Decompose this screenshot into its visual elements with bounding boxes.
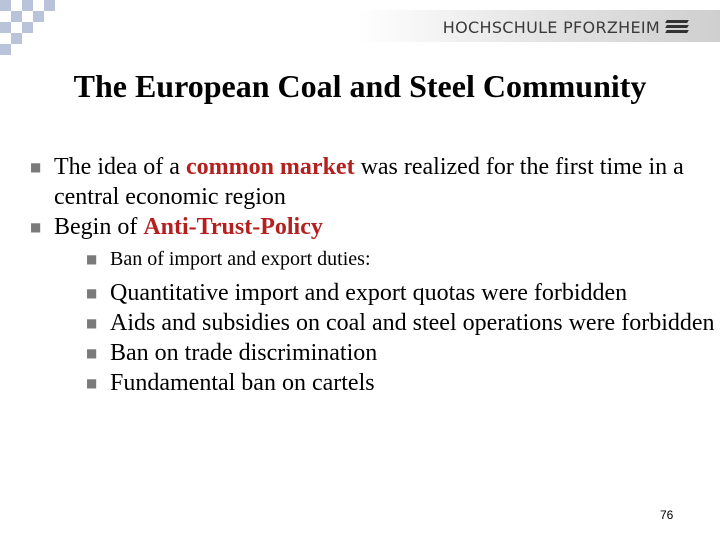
sub-bullet-item bbox=[84, 308, 720, 338]
university-logo bbox=[443, 17, 688, 37]
sub-bullet-item bbox=[84, 368, 720, 398]
square-bullet-icon: ■ bbox=[86, 376, 98, 390]
bullet-list bbox=[28, 152, 715, 398]
square-bullet-icon: ■ bbox=[86, 286, 98, 300]
square-bullet-icon: ■ bbox=[86, 346, 98, 360]
square-bullet-icon: ■ bbox=[86, 252, 98, 266]
corner-decoration bbox=[0, 0, 60, 60]
logo-text: HOCHSCHULE PFORZHEIM bbox=[442, 17, 660, 37]
sub-bullet-item bbox=[84, 278, 720, 308]
sub-bullet-text: Fundamental ban on cartels bbox=[110, 370, 375, 396]
sub-bullet-text: Ban on trade discrimination bbox=[110, 340, 378, 366]
bullet-text-pre: Begin of bbox=[54, 214, 144, 240]
sub-bullet-list bbox=[84, 246, 720, 398]
slide-title: The European Coal and Steel Community bbox=[73, 68, 647, 104]
sub-bullet-text: Ban of import and export duties: bbox=[110, 248, 371, 270]
bullet-item bbox=[28, 152, 708, 212]
square-bullet-icon: ■ bbox=[86, 316, 98, 330]
sub-bullet-item bbox=[84, 338, 720, 368]
sub-bullet-text: Quantitative import and export quotas were forbidden bbox=[110, 280, 628, 306]
stripes-logo-icon bbox=[666, 20, 688, 34]
square-bullet-icon: ■ bbox=[30, 220, 42, 234]
bullet-item bbox=[28, 212, 715, 398]
page-number: 76 bbox=[660, 508, 674, 522]
sub-bullet-item bbox=[84, 246, 720, 272]
bullet-highlight: Anti-Trust-Policy bbox=[143, 214, 323, 240]
bullet-text-post: was realized for the first time in a central economic region bbox=[54, 154, 684, 210]
bullet-highlight: common market bbox=[185, 154, 355, 180]
square-bullet-icon: ■ bbox=[30, 160, 42, 174]
sub-bullet-text: Aids and subsidies on coal and steel operations were forbidden bbox=[110, 310, 715, 336]
bullet-text-pre: The idea of a bbox=[54, 154, 186, 180]
